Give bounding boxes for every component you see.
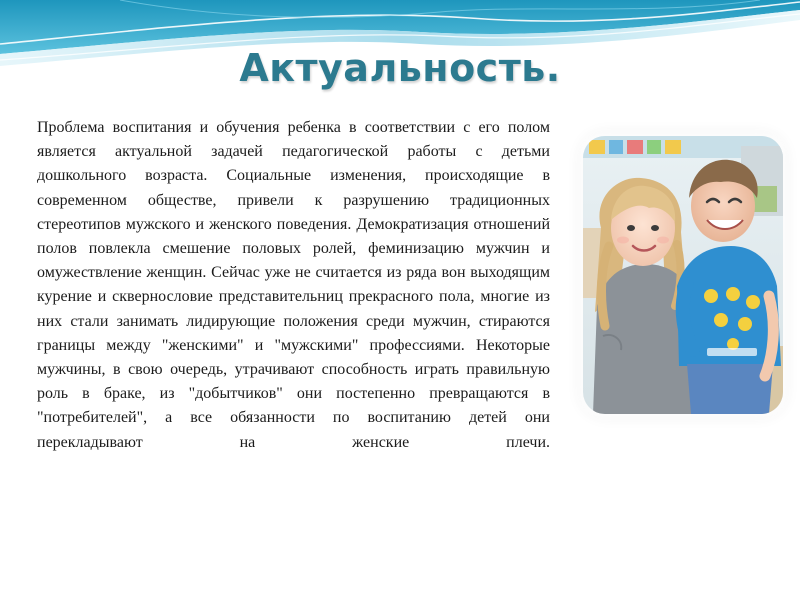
slide-title: Актуальность. <box>239 46 561 90</box>
body-paragraph: Проблема воспитания и обучения ребенка в соответствии с его полом является актуальной задачей педагогической работы с детьми дошкольного возраста. Социальные изменения, происходящие в современном обществе, привели к разрушению традиционных стереотипов мужского и женского поведения. Демократизация отношений полов повлекла смешение половых ролей, феминизацию мужчин и омужествление женщин. Сейчас уже не считается из ряда вон выходящим курение и сквернословие представительниц прекрасного пола, многие из них стали занимать лидирующие положения среди мужчин, стираются границы между "женскими" и "мужскими" профессиями. Некоторые мужчины, в свою очередь, утрачивают способность играть правильную роль в браке, из "добытчиков" они постепенно превращаются в "потребителей", а все обязанности по воспитанию детей они перекладывают на женские плечи. <box>37 119 550 451</box>
children-photo <box>583 136 783 414</box>
